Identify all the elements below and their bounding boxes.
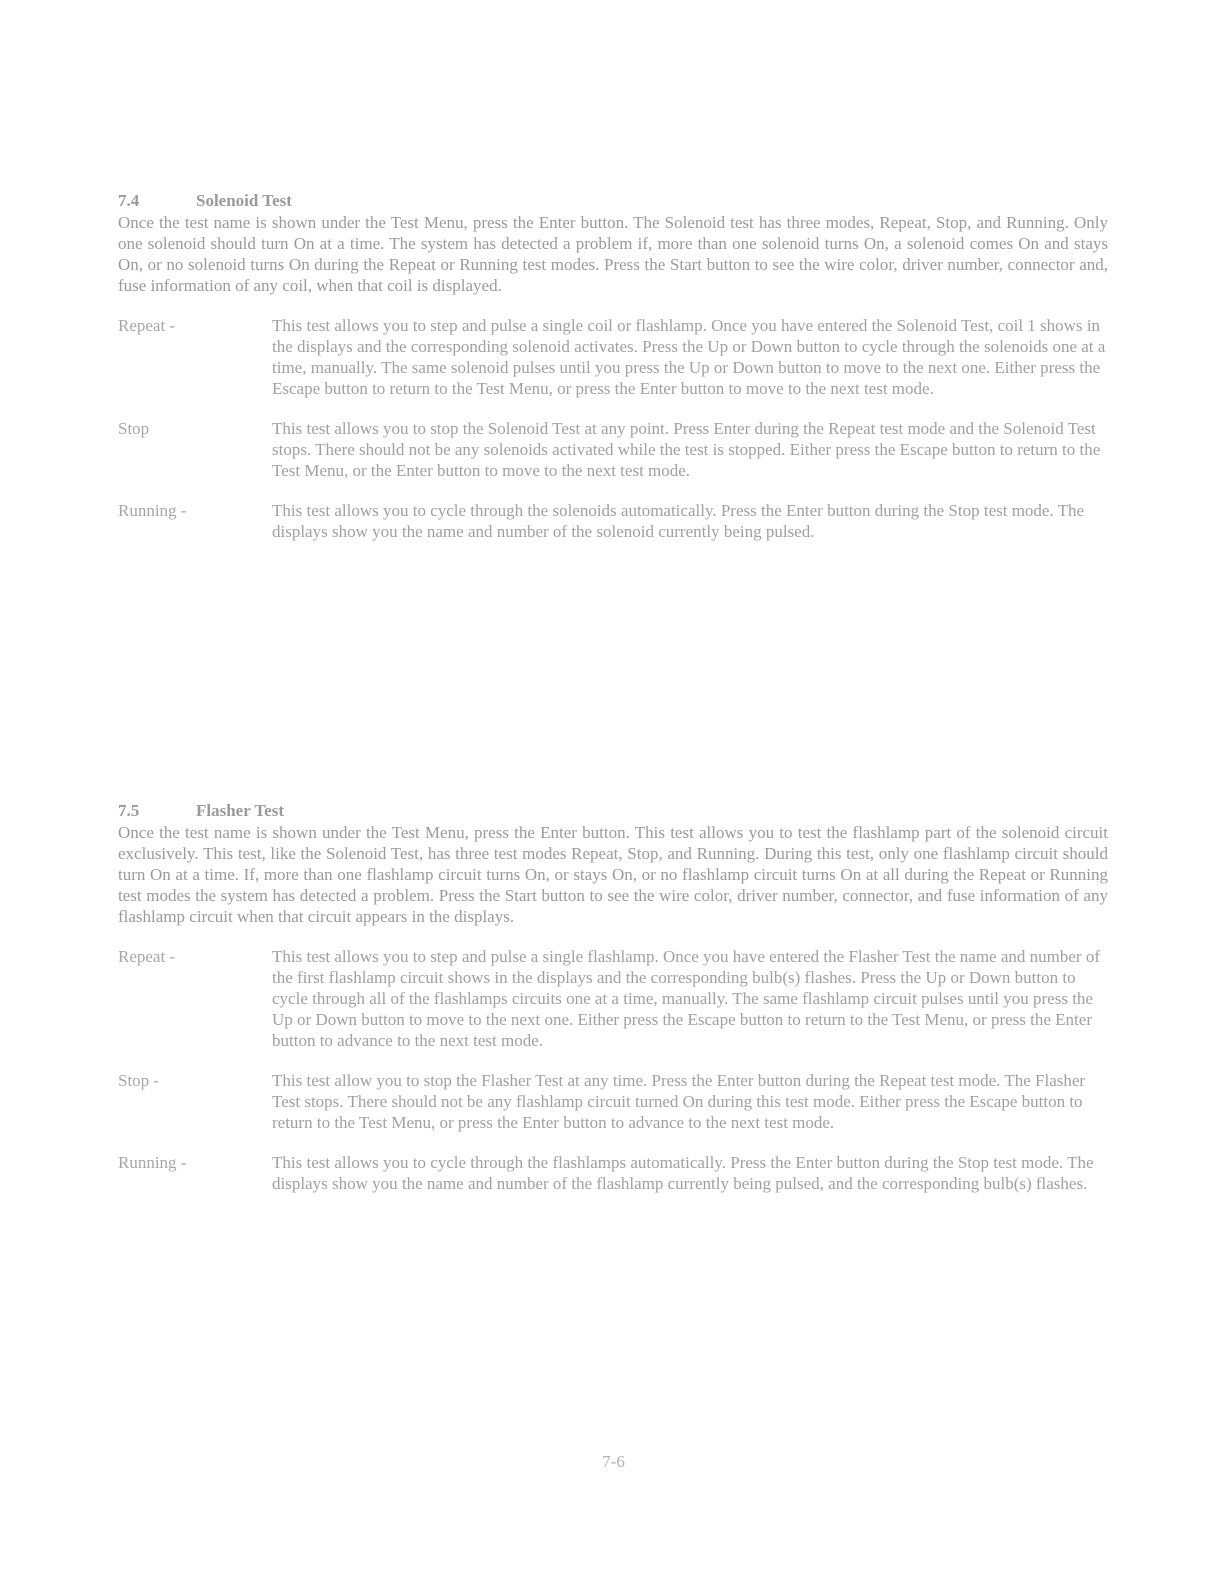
section-solenoid-test [118,190,1108,561]
mode-description: This test allows you to step and pulse a single coil or flashlamp. Once you have entered the Solenoid Test, coil 1 shows in the displays and the corresponding solenoid activates. Press the Up or Down button to cycle through the solenoids one at a time, manually. The same solenoid pulses until you press the Up or Down button to move to the next one. Either press the Escape button to return to the Test Menu, or press the Enter button to move to the next test mode. [272,316,1106,398]
section-intro: Once the test name is shown under the Test Menu, press the Enter button. This test allows you to test the flashlamp part of the solenoid circuit exclusively. This test, like the Solenoid Test, has three test modes Repeat, Stop, and Running. During this test, only one flashlamp circuit should turn On at a time. If, more than one flashlamp circuit turns On, or stays On, or no flashlamp circuit turns On at all during the Repeat or Running test modes the system has detected a problem. Press the Start button to see the wire color, driver number, connector, and fuse information of any flashlamp circuit when that circuit appears in the displays. [118,823,1108,926]
mode-label: Stop - [118,1071,160,1090]
mode-description: This test allows you to cycle through the solenoids automatically. Press the Enter button during the Stop test mode. The displays show you the name and number of the solenoid currently being pulsed. [272,501,1085,541]
mode-stop [118,1070,1108,1133]
mode-label: Repeat - [118,947,176,966]
section-intro: Once the test name is shown under the Test Menu, press the Enter button. The Solenoid test has three modes, Repeat, Stop, and Running. Only one solenoid should turn On at a time. The system has detected a problem if, more than one solenoid turns On, a solenoid comes On and stays On, or no solenoid turns On during the Repeat or Running test modes. Press the Start button to see the wire color, driver number, connector and, fuse information of any coil, when that coil is displayed. [118,213,1108,295]
mode-repeat [118,315,1108,399]
section-title: Flasher Test [196,801,285,820]
mode-running [118,1152,1108,1194]
mode-repeat [118,946,1108,1051]
mode-description: This test allow you to stop the Flasher Test at any time. Press the Enter button during the Repeat test mode. The Flasher Test stops. There should not be any flashlamp circuit turned On during this test mode. Either press the Escape button to return to the Test Menu, or press the Enter button to advance to the next test mode. [272,1071,1086,1132]
section-flasher-test [118,800,1108,1213]
mode-description: This test allows you to stop the Solenoid Test at any point. Press Enter during the Repeat test mode and the Solenoid Test stops. There should not be any solenoids activated while the test is stopped. Either press the Escape button to return to the Test Menu, or the Enter button to move to the next test mode. [272,419,1101,480]
mode-description: This test allows you to step and pulse a single flashlamp. Once you have entered the Flasher Test the name and number of the first flashlamp circuit shows in the displays and the corresponding bulb(s) flashes. Press the Up or Down button to cycle through all of the flashlamps circuits one at a time, manually. The same flashlamp circuit pulses until you press the Up or Down button to move to the next one. Either press the Escape button to return to the Test Menu, or press the Enter button to advance to the next test mode. [272,947,1100,1050]
mode-label: Running - [118,501,187,520]
mode-label: Running - [118,1153,187,1172]
mode-stop [118,418,1108,481]
section-number: 7.4 [118,191,140,210]
mode-label: Repeat - [118,316,176,335]
mode-description: This test allows you to cycle through the flashlamps automatically. Press the Enter button during the Stop test mode. The displays show you the name and number of the flashlamp currently being pulsed, and the corresponding bulb(s) flashes. [272,1153,1094,1193]
section-heading [118,190,1108,212]
mode-running [118,500,1108,542]
section-title: Solenoid Test [196,191,292,210]
section-heading [118,800,1108,822]
mode-label: Stop [118,419,150,438]
section-number: 7.5 [118,801,140,820]
page-number: 7-6 [602,1452,625,1471]
